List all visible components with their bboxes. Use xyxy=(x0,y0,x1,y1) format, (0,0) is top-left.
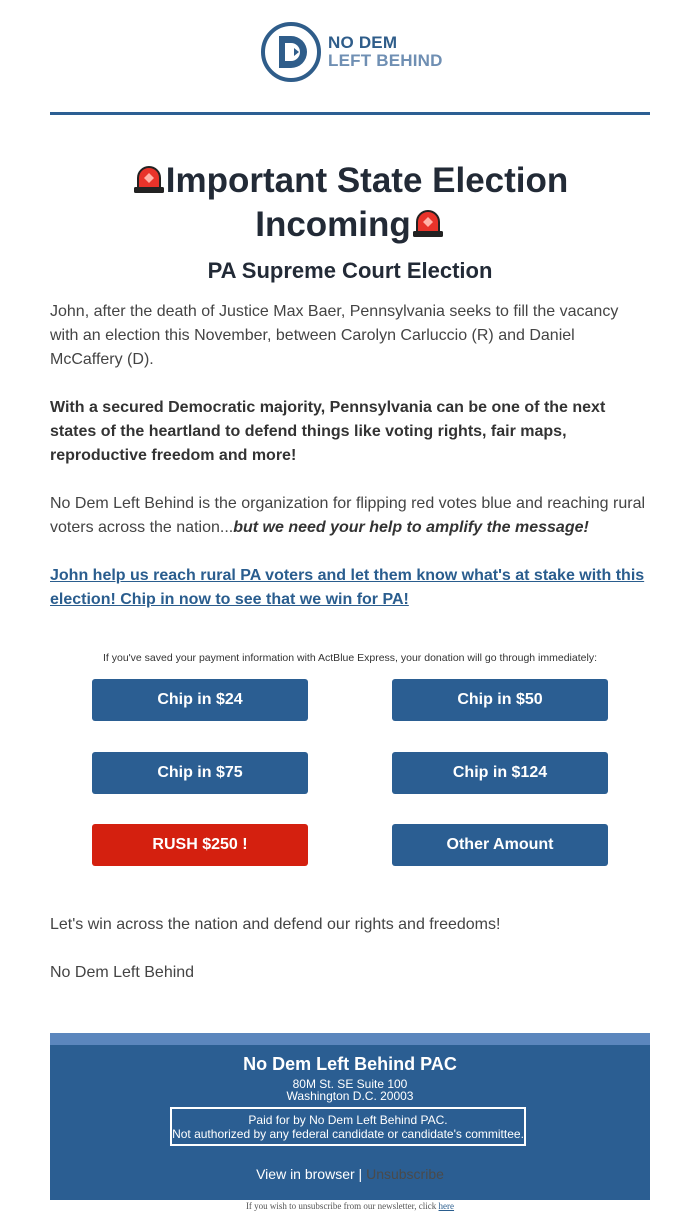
footer-org-name: No Dem Left Behind PAC xyxy=(243,1054,457,1074)
chip-in-124-button[interactable]: Chip in $124 xyxy=(392,752,608,794)
other-amount-button[interactable]: Other Amount xyxy=(392,824,608,866)
unsubscribe-link[interactable]: Unsubscribe xyxy=(366,1166,444,1182)
footer-links xyxy=(50,1166,650,1182)
siren-icon xyxy=(132,162,166,204)
mission-text: No Dem Left Behind is the organization for flipping red votes blue and reaching rural voters across the nation... xyxy=(50,495,646,536)
logo-line-1: NO DEM xyxy=(328,33,398,52)
mission-paragraph xyxy=(50,492,650,540)
link-separator: | xyxy=(358,1166,363,1182)
chip-in-50-button[interactable]: Chip in $50 xyxy=(392,679,608,721)
unsubscribe-here-link[interactable]: here xyxy=(438,1201,455,1211)
not-authorized-line: Not authorized by any federal candidate or candidate's committee. xyxy=(172,1127,524,1141)
paid-for-line: Paid for by No Dem Left Behind PAC. xyxy=(248,1113,448,1127)
siren-icon xyxy=(411,206,445,248)
footer-address-line-1: 80M St. SE Suite 100 xyxy=(292,1077,408,1091)
view-in-browser-link[interactable]: View in browser xyxy=(256,1166,355,1182)
chip-in-24-button[interactable]: Chip in $24 xyxy=(92,679,308,721)
intro-paragraph: John, after the death of Justice Max Baer, Pennsylvania seeks to fill the vacancy with an election this November, between Carolyn Carluccio (R) and Daniel McCaffery (D). xyxy=(50,303,619,368)
unsubscribe-note-text: If you wish to unsubscribe from our newsletter, click xyxy=(245,1201,437,1211)
subheading: PA Supreme Court Election xyxy=(207,258,493,283)
d-logo-icon xyxy=(260,21,322,83)
headline-line-2: Incoming xyxy=(255,205,411,244)
header-divider xyxy=(50,112,650,115)
footer-band xyxy=(50,1033,650,1045)
mission-emphasis: but we need your help to amplify the message! xyxy=(233,519,589,536)
chip-in-75-button[interactable]: Chip in $75 xyxy=(92,752,308,794)
footer-address-line-2: Washington D.C. 20003 xyxy=(286,1089,414,1103)
rush-250-button[interactable]: RUSH $250 ! xyxy=(92,824,308,866)
closing-line: Let's win across the nation and defend our rights and freedoms! xyxy=(50,916,501,933)
headline-line-1: Important State Election xyxy=(165,161,569,200)
brand-logo[interactable] xyxy=(260,20,443,84)
footer xyxy=(50,1045,650,1200)
donate-link[interactable]: John help us reach rural PA voters and let them know what's at stake with this election! Chip in now to see that we win for PA! xyxy=(50,567,645,608)
majority-paragraph: With a secured Democratic majority, Pennsylvania can be one of the next states of the heartland to defend things like voting rights, fair maps, reproductive freedom and more! xyxy=(50,399,606,464)
actblue-note: If you've saved your payment information with ActBlue Express, your donation will go through immediately: xyxy=(102,652,597,664)
unsubscribe-note xyxy=(0,1201,683,1211)
logo-line-2: LEFT BEHIND xyxy=(328,51,443,70)
headline xyxy=(50,160,650,248)
paid-for-box xyxy=(170,1107,526,1146)
signature: No Dem Left Behind xyxy=(50,964,195,981)
